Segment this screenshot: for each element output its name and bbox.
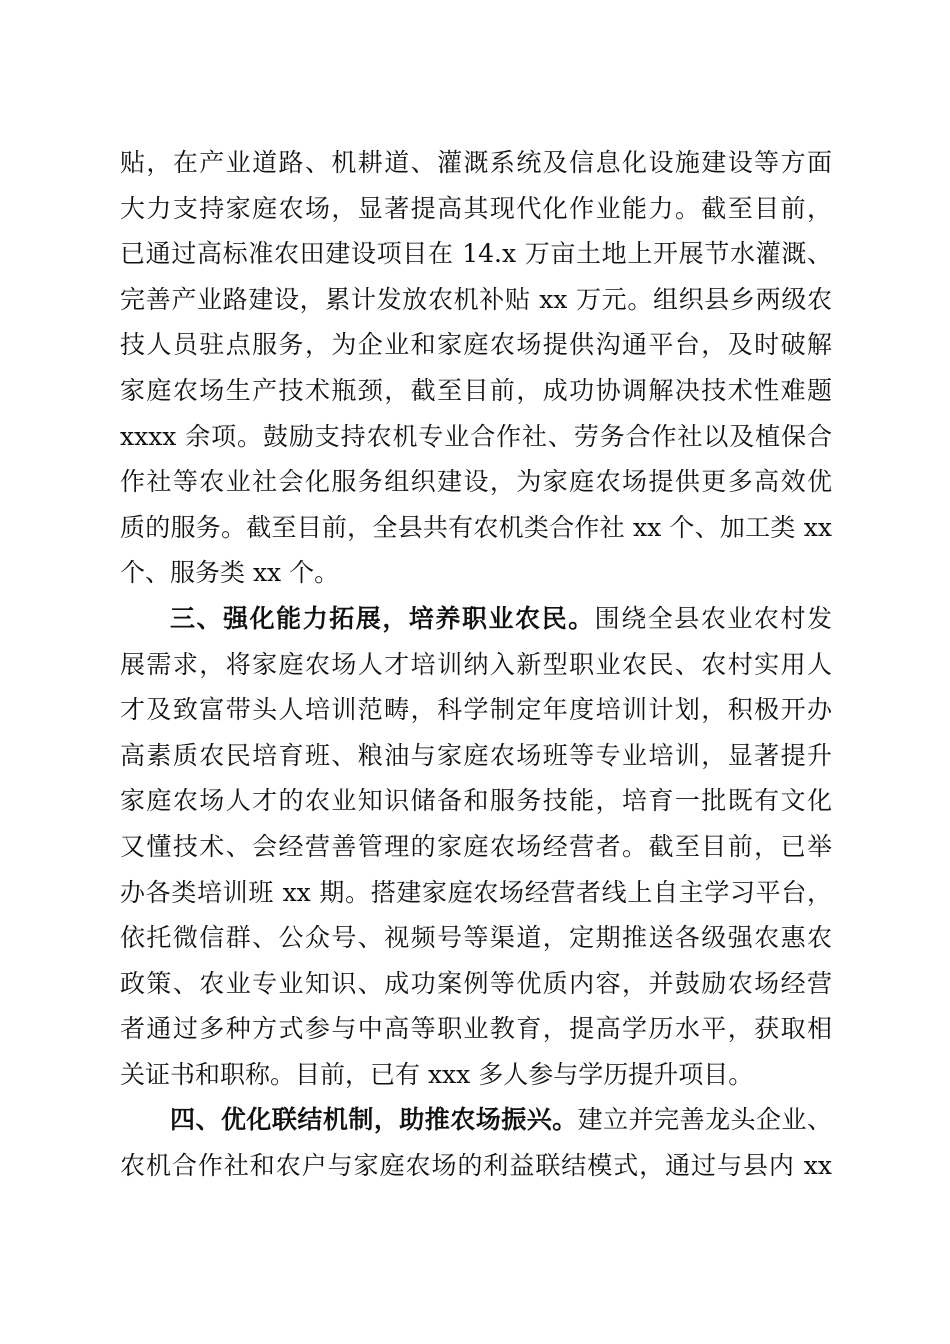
text-line: 展需求，将家庭农场人才培训纳入新型职业农民、农村实用人 bbox=[120, 649, 832, 679]
text-line: 已通过高标准农田建设项目在 14.x 万亩土地上开展节水灌溉、 bbox=[120, 239, 832, 269]
text-line: 完善产业路建设，累计发放农机补贴 xx 万元。组织县乡两级农 bbox=[120, 284, 832, 314]
paragraph-farmer-training bbox=[120, 596, 832, 1098]
text-line: 关证书和职称。目前，已有 xxx 多人参与学历提升项目。 bbox=[120, 1059, 754, 1089]
text-line: 家庭农场生产技术瓶颈，截至目前，成功协调解决技术性难题 bbox=[120, 375, 832, 405]
text-line: 质的服务。截至目前，全县共有农机类合作社 xx 个、加工类 xx bbox=[120, 512, 832, 542]
paragraph-linkage-mechanism bbox=[120, 1097, 832, 1188]
section-heading: 三、强化能力拓展，培养职业农民。 bbox=[170, 603, 595, 633]
text-line: 依托微信群、公众号、视频号等渠道，定期推送各级强农惠农 bbox=[120, 923, 832, 953]
text-line: 高素质农民培育班、粮油与家庭农场班等专业培训，显著提升 bbox=[120, 740, 832, 770]
text-line: 作社等农业社会化服务组织建设，为家庭农场提供更多高效优 bbox=[120, 467, 832, 497]
text-line: 技人员驻点服务，为企业和家庭农场提供沟通平台，及时破解 bbox=[120, 330, 832, 360]
text-line: 才及致富带头人培训范畴，科学制定年度培训计划，积极开办 bbox=[120, 695, 832, 725]
text-line: 者通过多种方式参与中高等职业教育，提高学历水平，获取相 bbox=[120, 1014, 832, 1044]
text-line: 政策、农业专业知识、成功案例等优质内容，并鼓励农场经营 bbox=[120, 968, 832, 998]
text-line: 大力支持家庭农场，显著提高其现代化作业能力。截至目前， bbox=[120, 193, 832, 223]
text-line: 办各类培训班 xx 期。搭建家庭农场经营者线上自主学习平台， bbox=[120, 877, 832, 907]
text-line: xxxx 余项。鼓励支持农机专业合作社、劳务合作社以及植保合 bbox=[120, 421, 832, 451]
paragraph-first-line bbox=[120, 1097, 832, 1143]
text-line: 又懂技术、会经营善管理的家庭农场经营者。截至目前，已举 bbox=[120, 831, 832, 861]
text-span: 围绕全县农业农村发 bbox=[594, 603, 832, 633]
document-body bbox=[120, 140, 832, 1189]
text-line: 农机合作社和农户与家庭农场的利益联结模式，通过与县内 xx bbox=[120, 1151, 832, 1181]
text-line: 贴，在产业道路、机耕道、灌溉系统及信息化设施建设等方面 bbox=[120, 148, 832, 177]
paragraph-first-line bbox=[120, 596, 832, 642]
text-line: 家庭农场人才的农业知识储备和服务技能，培育一批既有文化 bbox=[120, 786, 832, 816]
paragraph-infrastructure-support bbox=[120, 140, 832, 596]
section-heading: 四、优化联结机制，助推农场振兴。 bbox=[170, 1105, 578, 1135]
text-span: 建立并完善龙头企业、 bbox=[577, 1105, 832, 1135]
text-line: 个、服务类 xx 个。 bbox=[120, 558, 340, 588]
